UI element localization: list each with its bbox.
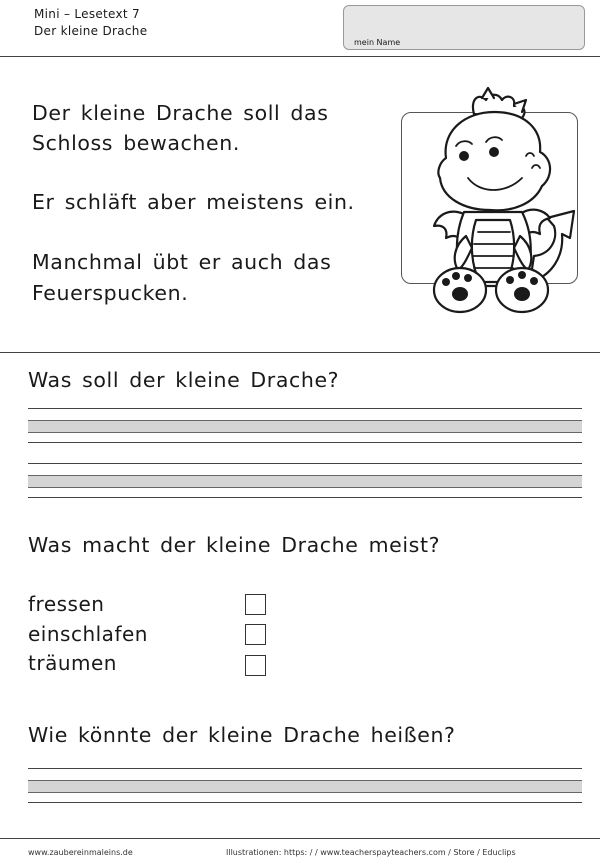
story-line-3: Er schläft aber meistens ein. — [32, 190, 355, 214]
option-checkbox-1[interactable] — [245, 594, 266, 615]
divider-bottom — [0, 838, 600, 839]
option-checkbox-3[interactable] — [245, 655, 266, 676]
name-label: mein Name — [354, 38, 401, 47]
option-label-3: träumen — [28, 651, 117, 675]
story-line-4: Manchmal übt er auch das — [32, 250, 332, 274]
footer-source: www.zaubereinmaleins.de — [28, 848, 133, 857]
question-1: Was soll der kleine Drache? — [28, 368, 340, 392]
footer-credits: Illustrationen: https: / / www.teacherspayteachers.com / Store / Educlips — [226, 848, 516, 857]
answer-line-1[interactable] — [28, 408, 582, 443]
name-field[interactable] — [343, 5, 585, 50]
answer-line-2[interactable] — [28, 463, 582, 498]
question-3: Wie könnte der kleine Drache heißen? — [28, 723, 456, 747]
worksheet-series: Mini – Lesetext 7 — [34, 7, 140, 21]
option-label-2: einschlafen — [28, 622, 148, 646]
dragon-icon — [402, 86, 586, 314]
answer-line-3[interactable] — [28, 768, 582, 803]
option-label-1: fressen — [28, 592, 105, 616]
question-2: Was macht der kleine Drache meist? — [28, 533, 441, 557]
option-checkbox-2[interactable] — [245, 624, 266, 645]
story-line-5: Feuerspucken. — [32, 281, 189, 305]
divider-top — [0, 56, 600, 57]
story-line-2: Schloss bewachen. — [32, 131, 240, 155]
story-line-1: Der kleine Drache soll das — [32, 101, 329, 125]
divider-middle — [0, 352, 600, 353]
worksheet-title: Der kleine Drache — [34, 24, 148, 38]
